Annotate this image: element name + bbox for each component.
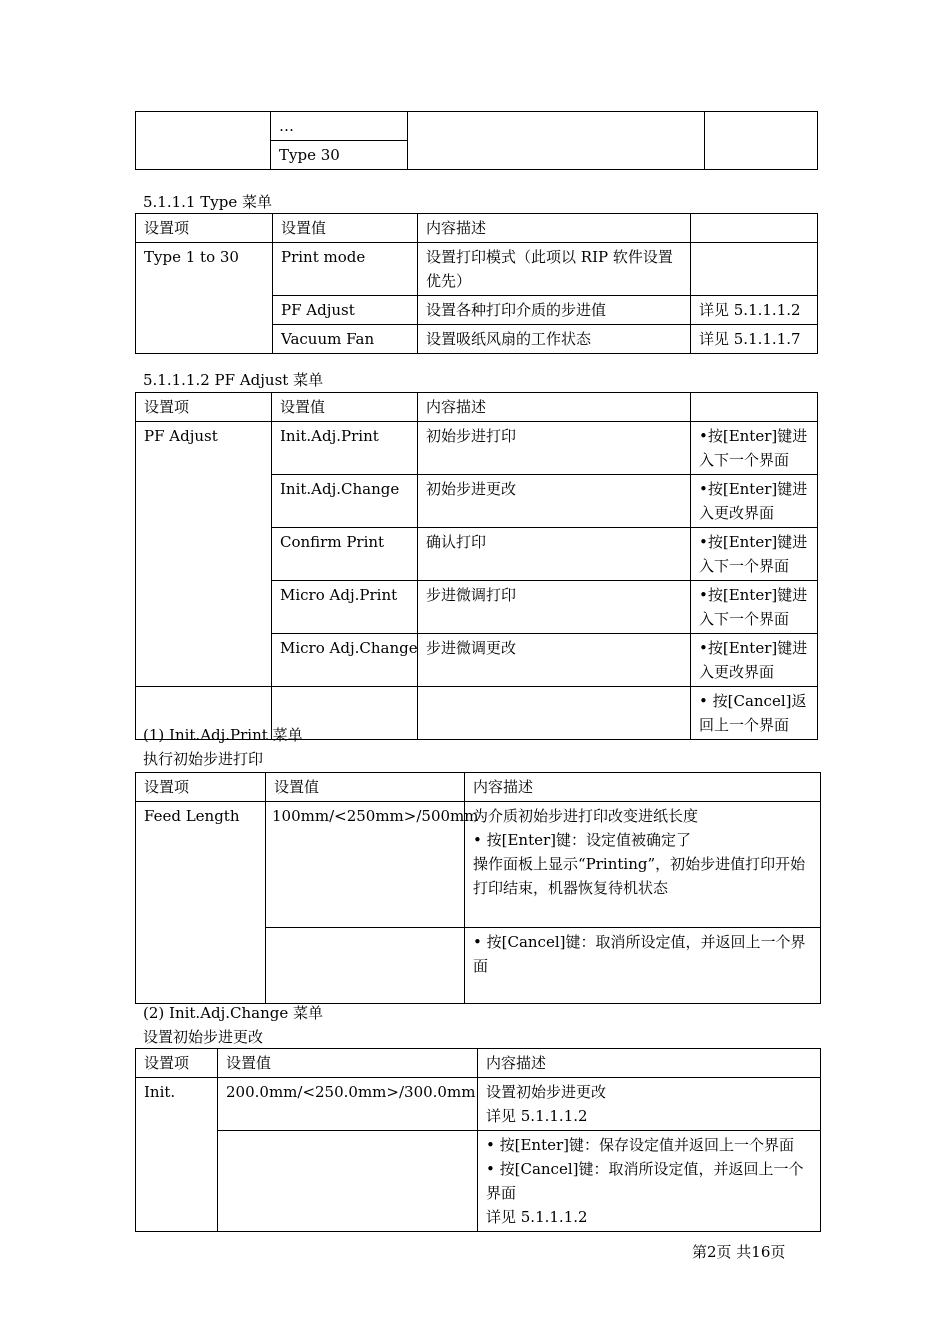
setting-desc: 设置吸纸风扇的工作状态 [418, 325, 691, 354]
setting-desc: 步进微调更改 [418, 634, 691, 687]
setting-desc: 初始步进更改 [418, 475, 691, 528]
cancel-note: • 按[Cancel]返回上一个界面 [691, 687, 818, 740]
setting-desc [465, 802, 821, 928]
desc-line: 打印结束，机器恢复待机状态 [473, 879, 669, 897]
setting-item: Feed Length [136, 802, 266, 1004]
setting-note: •按[Enter]键进入下一个界面 [691, 528, 818, 581]
table-header: 设置值 [272, 393, 418, 422]
init-change-table [135, 1048, 821, 1232]
setting-desc: 设置打印模式（此项以 RIP 软件设置优先） [418, 243, 691, 296]
setting-note: •按[Enter]键进入更改界面 [691, 475, 818, 528]
setting-value: Print mode [273, 243, 418, 296]
setting-value: 100mm/<250mm>/500mm [266, 802, 465, 928]
table-header: 设置项 [136, 773, 266, 802]
top-table [135, 111, 818, 170]
desc-line: 操作面板上显示“Printing”，初始步进值打印开始 [473, 855, 806, 873]
top-table-empty-cell [408, 112, 705, 170]
empty-cell [418, 687, 691, 740]
setting-note: •按[Enter]键进入更改界面 [691, 634, 818, 687]
setting-note: 详见 5.1.1.1.2 [691, 296, 818, 325]
top-table-block [135, 111, 818, 170]
setting-desc: 设置各种打印介质的步进值 [418, 296, 691, 325]
section-caption: (2) Init.Adj.Change 菜单 [143, 1004, 324, 1022]
desc-line: 详见 5.1.1.1.2 [486, 1208, 588, 1226]
table-header: 设置值 [266, 773, 465, 802]
setting-value: Micro Adj.Change [272, 634, 418, 687]
init-print-table-block [135, 772, 821, 1004]
desc-line: 为介质初始步进打印改变进纸长度 [473, 807, 699, 825]
setting-note [691, 243, 818, 296]
setting-item: Init. [136, 1078, 218, 1232]
top-table-cell: Type 30 [271, 141, 408, 170]
top-table-empty-cell [136, 112, 271, 170]
setting-item: PF Adjust [136, 422, 272, 687]
setting-value: Vacuum Fan [273, 325, 418, 354]
section-caption: (1) Init.Adj.Print 菜单 [143, 726, 303, 744]
section-caption: 5.1.1.1.2 PF Adjust 菜单 [143, 371, 324, 389]
page-footer: 第2页 共16页 [692, 1243, 786, 1261]
init-change-table-block [135, 1048, 821, 1232]
setting-value: Init.Adj.Print [272, 422, 418, 475]
setting-desc [478, 1078, 821, 1131]
table-header: 内容描述 [418, 214, 691, 243]
desc-line: 设置初始步进更改 [486, 1083, 607, 1101]
setting-note: 详见 5.1.1.1.7 [691, 325, 818, 354]
setting-desc: 初始步进打印 [418, 422, 691, 475]
type-table [135, 213, 818, 354]
setting-desc: 步进微调打印 [418, 581, 691, 634]
table-header: 设置项 [136, 393, 272, 422]
desc-line: • 按[Enter]键：设定值被确定了 [473, 831, 692, 849]
empty-cell [218, 1131, 478, 1232]
setting-value: Micro Adj.Print [272, 581, 418, 634]
desc-line: • 按[Enter]键：保存设定值并返回上一个界面 [486, 1136, 795, 1154]
setting-value: 200.0mm/<250.0mm>/300.0mm [218, 1078, 478, 1131]
top-table-empty-cell [705, 112, 818, 170]
table-header: 内容描述 [478, 1049, 821, 1078]
desc-line: • 按[Cancel]键：取消所设定值，并返回上一个界面 [486, 1160, 804, 1202]
pf-table [135, 392, 818, 740]
setting-desc: 确认打印 [418, 528, 691, 581]
pf-table-block [135, 392, 818, 740]
setting-desc [478, 1131, 821, 1232]
setting-note: •按[Enter]键进入下一个界面 [691, 422, 818, 475]
table-header: 设置值 [273, 214, 418, 243]
section-subcaption: 执行初始步进打印 [143, 750, 264, 768]
cancel-desc: • 按[Cancel]键：取消所设定值，并返回上一个界面 [465, 928, 821, 1004]
setting-value: PF Adjust [273, 296, 418, 325]
setting-item: Type 1 to 30 [136, 243, 273, 354]
table-header: 内容描述 [418, 393, 691, 422]
desc-line: 详见 5.1.1.1.2 [486, 1107, 588, 1125]
section-caption: 5.1.1.1 Type 菜单 [143, 193, 272, 211]
init-print-table [135, 772, 821, 1004]
top-table-cell: … [271, 112, 408, 141]
table-header: 内容描述 [465, 773, 821, 802]
table-header: 设置项 [136, 214, 273, 243]
table-header [691, 393, 818, 422]
setting-value: Confirm Print [272, 528, 418, 581]
table-header: 设置值 [218, 1049, 478, 1078]
table-header: 设置项 [136, 1049, 218, 1078]
table-header [691, 214, 818, 243]
section-subcaption: 设置初始步进更改 [143, 1028, 264, 1046]
setting-value: Init.Adj.Change [272, 475, 418, 528]
setting-note: •按[Enter]键进入下一个界面 [691, 581, 818, 634]
empty-cell [266, 928, 465, 1004]
type-table-block [135, 213, 818, 354]
